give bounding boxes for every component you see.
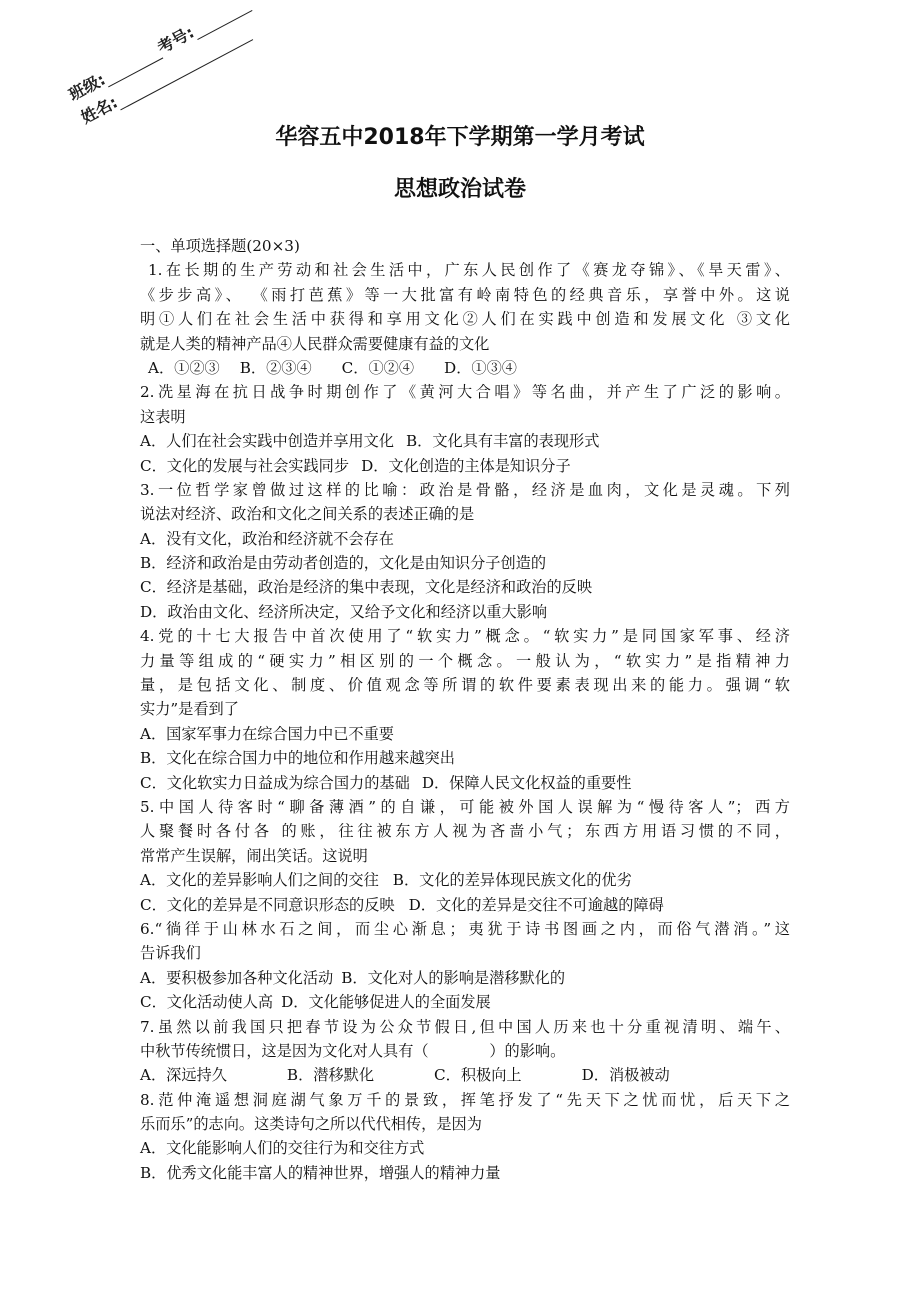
answer-option[interactable]: A．文化能影响人们的交往行为和交往方式 [140,1139,425,1158]
option-row [140,966,790,990]
answer-option[interactable]: D．政治由文化、经济所决定，又给予文化和经济以重大影响 [140,602,548,621]
answer-option[interactable]: B．经济和政治是由劳动者创造的，文化是由知识分子创造的 [140,554,547,573]
question-stem-line: 常常产生误解，闹出笑话。这说明 [140,846,368,865]
question-stem-line: 这表明 [140,407,186,426]
answer-option[interactable]: C．积极向上 [434,1066,522,1085]
answer-option[interactable]: B．潜移默化 [286,1066,375,1085]
answer-option[interactable]: D．文化创造的主体是知识分子 [361,456,571,475]
question-stem-line: 就是人类的精神产品④人民群众需要健康有益的文化 [140,334,490,353]
question-stem-line: 《步步高》、 《雨打芭蕉》等一大批富有岭南特色的经典音乐，享誉中外。这说 [140,285,790,304]
option-row [140,575,790,599]
question-stem-line: 力量等组成的“硬实力”相区别的一个概念。一般认为，“软实力”是指精神力 [140,651,790,670]
option-row [140,551,790,575]
answer-option[interactable]: A．要积极参加各种文化活动 [140,968,334,987]
question-stem-line: 人聚餐时各付各 的账，往往被东方人视为吝啬小气；东西方用语习惯的不同， [140,822,790,841]
option-row [140,1063,790,1087]
answer-option[interactable]: A．文化的差异影响人们之间的交往 [140,871,379,890]
option-row [140,893,790,917]
option-row [140,722,790,746]
option-row [140,600,790,624]
answer-option[interactable]: C．①②④ [341,358,415,377]
question-stem-line: 说法对经济、政治和文化之间关系的表述正确的是 [140,505,475,524]
option-row [140,868,790,892]
option-row [140,454,790,478]
answer-option[interactable]: D．保障人民文化权益的重要性 [421,773,632,792]
answer-option[interactable]: C．经济是基础，政治是经济的集中表现，文化是经济和政治的反映 [140,578,593,597]
question-stem-line: 5.中国人待客时“聊备薄酒”的自谦，可能被外国人误解为“慢待客人”；西方 [140,797,790,816]
option-row [140,527,790,551]
class-label: 班级: [65,69,109,105]
answer-option[interactable]: D．消极被动 [581,1066,670,1085]
option-row [140,990,790,1014]
question-stem-line: 告诉我们 [140,944,201,963]
answer-option[interactable]: B．文化在综合国力中的地位和作用越来越突出 [140,749,455,768]
answer-option[interactable]: B．文化具有丰富的表现形式 [405,432,600,451]
question-stem-line: 3.一位哲学家曾做过这样的比喻：政治是骨骼，经济是血肉，文化是灵魂。下列 [140,480,790,499]
answer-option[interactable]: A．国家军事力在综合国力中已不重要 [140,724,394,743]
option-row [140,1161,790,1185]
option-row [140,746,790,770]
answer-option[interactable]: A．①②③ [148,358,220,377]
question-stem-line: 实力”是看到了 [140,700,239,719]
name-label: 姓名: [77,92,121,128]
question-stem-line: 明①人们在社会生活中获得和享用文化②人们在实践中创造和发展文化 ③文化 [140,310,790,329]
question-list [140,234,790,1185]
section-heading: 一、单项选择题(20×3) [140,237,300,255]
answer-option[interactable]: D．文化能够促进人的全面发展 [281,993,491,1012]
answer-option[interactable]: B．优秀文化能丰富人的精神世界，增强人的精神力量 [140,1163,501,1182]
question-stem-line: 4.党的十七大报告中首次使用了“软实力”概念。“软实力”是同国家军事、经济 [140,627,790,646]
question-stem-line: 7.虽然以前我国只把春节设为公众节假日,但中国人历来也十分重视清明、端午、 [140,1017,790,1036]
question-stem-line: 1.在长期的生产劳动和社会生活中，广东人民创作了《赛龙夺锦》、《旱天雷》、 [148,261,790,280]
answer-option[interactable]: B．②③④ [239,358,312,377]
answer-option[interactable]: A．没有文化，政治和经济就不会存在 [140,529,394,548]
number-label: 考号: [154,22,198,58]
answer-option[interactable]: B．文化的差异体现民族文化的优劣 [392,871,632,890]
answer-option[interactable]: A．人们在社会实践中创造并享用文化 [140,432,394,451]
answer-option[interactable]: C．文化活动使人高 [140,993,274,1012]
answer-option[interactable]: D．①③④ [444,358,517,377]
option-row [140,1136,790,1160]
answer-option[interactable]: C．文化的差异是不同意识形态的反映 [140,895,395,914]
answer-option[interactable]: C．文化的发展与社会实践同步 [140,456,350,475]
option-row [140,429,790,453]
question-stem-line: 2.冼星海在抗日战争时期创作了《黄河大合唱》等名曲，并产生了广泛的影响。 [140,383,790,402]
answer-option[interactable]: D．文化的差异是交往不可逾越的障碍 [408,895,664,914]
option-row [140,356,790,380]
option-row [140,771,790,795]
question-stem-line: 量，是包括文化、制度、价值观念等所谓的软件要素表现出来的能力。强调“软 [140,676,790,695]
exam-title: 华容五中2018年下学期第一学月考试 [275,125,645,150]
question-stem-line: 乐而乐”的志向。这类诗句之所以代代相传，是因为 [140,1115,482,1134]
question-stem-line: 中秋节传统惯日，这是因为文化对人具有（ ）的影响。 [140,1041,566,1060]
answer-option[interactable]: B．文化对人的影响是潜移默化的 [341,968,566,987]
exam-subtitle: 思想政治试卷 [393,177,526,202]
answer-option[interactable]: A．深远持久 [140,1066,227,1085]
question-stem-line: 6.“徜徉于山林水石之间，而尘心渐息；夷犹于诗书图画之内，而俗气潜消。”这 [140,919,790,938]
answer-option[interactable]: C．文化软实力日益成为综合国力的基础 [140,773,410,792]
question-stem-line: 8.范仲淹遥想洞庭湖气象万千的景致，挥笔抒发了“先天下之忧而忧，后天下之 [140,1090,790,1109]
